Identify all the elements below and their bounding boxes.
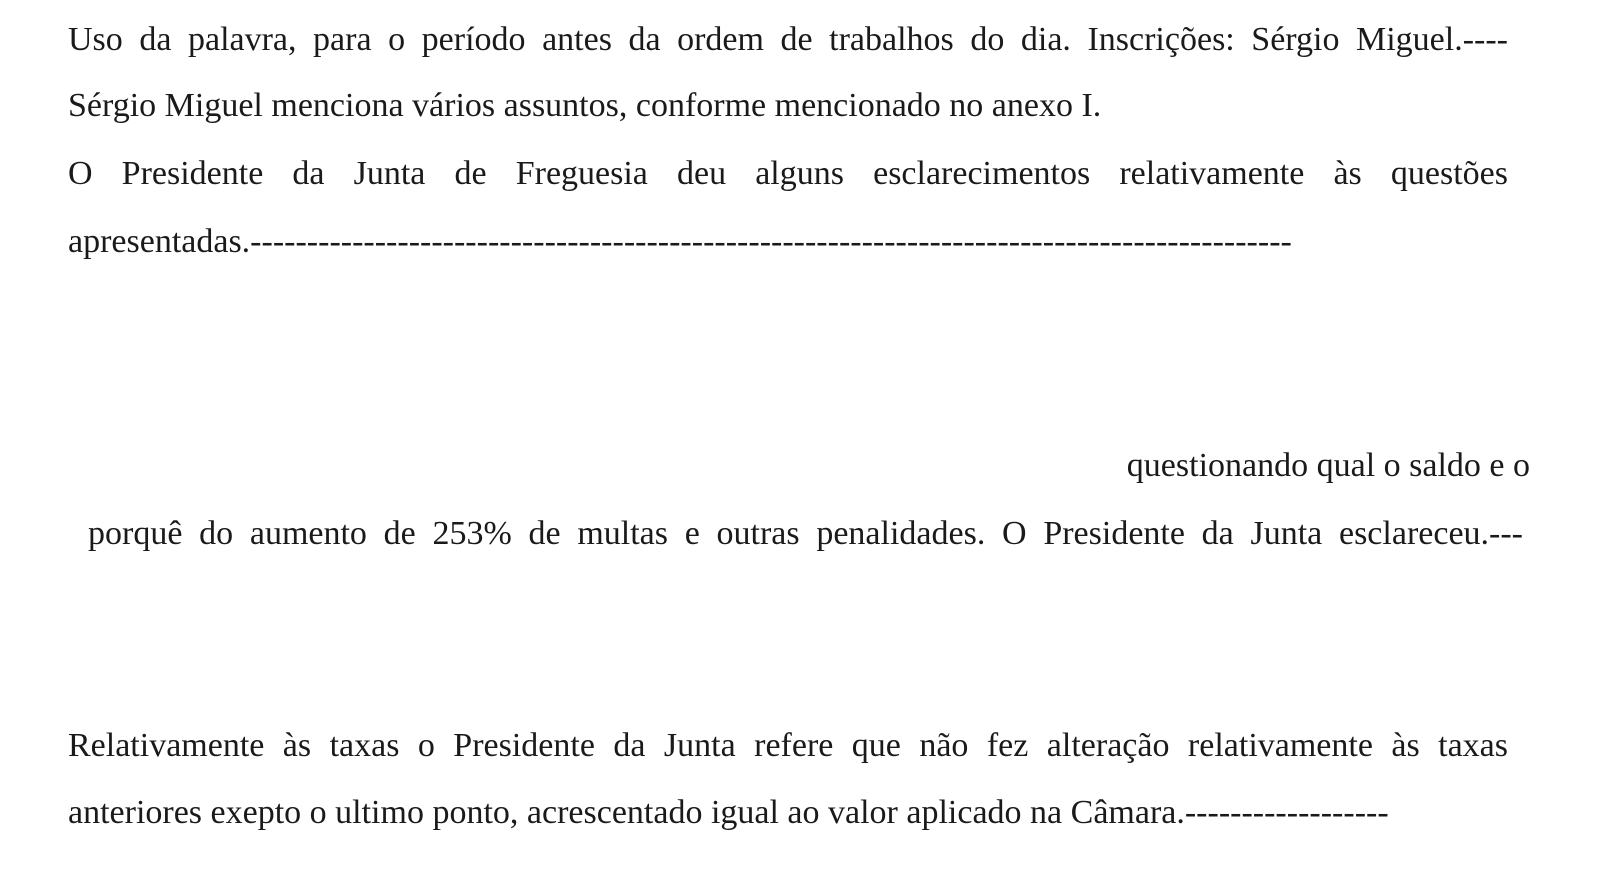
text-line-palavra: Uso da palavra, para o período antes da ordem de trabalhos do dia. Inscrições: Sérgio Miguel.---- — [68, 21, 1508, 58]
text-line-presidente: O Presidente da Junta de Freguesia deu alguns esclarecimentos relativamente às questões — [68, 155, 1508, 192]
text-line-questionando: questionando qual o saldo e o — [1126, 447, 1530, 484]
text-line-anteriores: anteriores exepto o ultimo ponto, acrescentado igual ao valor aplicado na Câmara.------------------ — [68, 794, 1389, 831]
text-line-apresentadas: apresentadas.-------------------------------------------------------------------------------------------- — [68, 223, 1292, 260]
text-line-porque: porquê do aumento de 253% de multas e outras penalidades. O Presidente da Junta esclareceu.--- — [88, 515, 1523, 552]
text-line-sergio: Sérgio Miguel menciona vários assuntos, conforme mencionado no anexo I. — [68, 87, 1102, 124]
text-line-taxas: Relativamente às taxas o Presidente da Junta refere que não fez alteração relativamente às taxas — [68, 727, 1508, 764]
